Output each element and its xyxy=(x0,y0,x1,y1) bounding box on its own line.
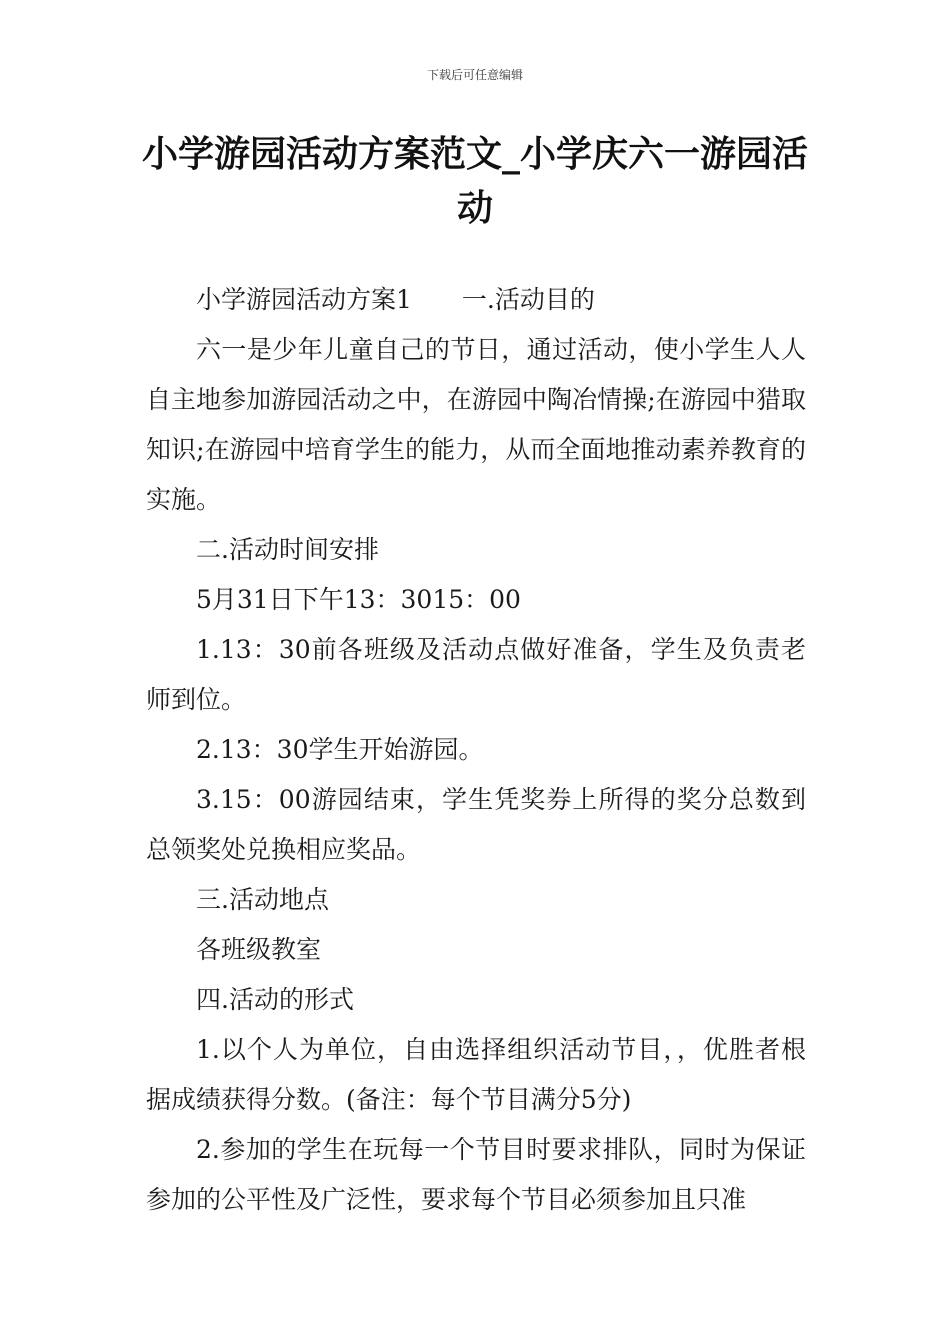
paragraph-intro: 小学游园活动方案1 一.活动目的 xyxy=(196,285,595,314)
paragraph-schedule-3: 3.15：00游园结束，学生凭奖券上所得的奖分总数到总领奖处兑换相应奖品。 xyxy=(146,785,806,864)
paragraph-location: 各班级教室 xyxy=(196,935,322,964)
header-note: 下载后可任意编辑 xyxy=(426,68,523,82)
paragraph-schedule-2: 2.13：30学生开始游园。 xyxy=(196,735,484,764)
document-body xyxy=(146,275,806,1225)
paragraph-format-2: 2.参加的学生在玩每一个节目时要求排队，同时为保证参加的公平性及广泛性，要求每个节目必须参加且只准 xyxy=(146,1135,806,1214)
paragraph-schedule-1: 1.13：30前各班级及活动点做好准备，学生及负责老师到位。 xyxy=(146,635,806,714)
section-heading-location: 三.活动地点 xyxy=(196,885,329,914)
paragraph-format-1: 1.以个人为单位，自由选择组织活动节目，，优胜者根据成绩获得分数。(备注：每个节目满分5分) xyxy=(146,1035,806,1114)
section-heading-schedule: 二.活动时间安排 xyxy=(196,535,379,564)
paragraph-date: 5月31日下午13：3015：00 xyxy=(196,585,521,614)
paragraph-purpose: 六一是少年儿童自己的节日，通过活动，使小学生人人自主地参加游园活动之中，在游园中陶冶情操;在游园中猎取知识;在游园中培育学生的能力，从而全面地推动素养教育的实施。 xyxy=(146,335,806,514)
section-heading-format: 四.活动的形式 xyxy=(196,985,354,1014)
document-title: 小学游园活动方案范文_小学庆六一游园活动 xyxy=(141,134,808,229)
